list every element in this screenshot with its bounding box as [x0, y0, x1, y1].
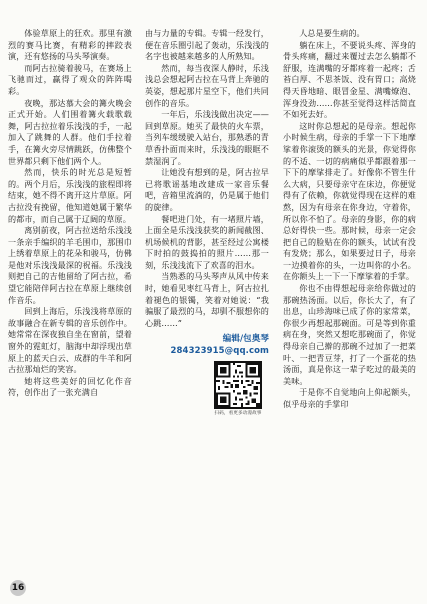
paragraph: 一年后，乐浅浅做出决定——回到草原。她买了最快的火车票，当列车缓缓驶入站台，那熟悉的青草香扑面而来时，乐浅浅的眼眶不禁湿润了。 [145, 109, 269, 166]
qr-code-block [207, 361, 269, 417]
paragraph: 夜晚，那达慕大会的篝火晚会正式开始。人们围着篝火载歌载舞，阿古拉拉着乐浅浅的手，一起加入了跳舞的人群。他们手拉着手，在篝火旁尽情跳跃，仿佛整个世界都只剩下他们两个人。 [8, 97, 132, 166]
paragraph: 你也不由得想起母亲给你做过的那碗热汤面。以后，你长大了，有了出息，山珍海味已成了你的家常菜，你很少再想起那碗面。可是等到你重病在身，突然又想吃那碗面了，你觉得母亲自己擀的那碗不过加了一把菜叶、一把青豆芽，打了一个蛋花的热汤面，真是你这一辈子吃过的最美的美味。 [283, 283, 416, 386]
qr-code-icon[interactable] [214, 361, 262, 409]
paragraph: 然而，每当夜深人静时，乐浅浅总会想起阿古拉在马背上奔驰的英姿，想起那片星空下，他们共同创作的音乐。 [145, 62, 269, 108]
paragraph: 这时你总想起的是母亲。想起你小时候生病，母亲的手掌一下下地摩挲着你滚烫的额头的光景，你觉得你的不适、一切的病痛似乎都跟着那一下下的摩挲排走了。好像你不管生什么大病，只要母亲守在床边，你便觉得有了依赖，你就觉得现在这样的难熬，因为有母亲在你身边，守着你，所以你不怕了。母亲的身影，你的病总好得快一些。那时候，母亲一定会把自己的脸贴在你的额头，试试有没有发烧；那么，如果要过日子，母亲一边摸着你的头，一边叫你的小名。在你额头上一下一下摩挲着的手掌。 [283, 120, 416, 282]
paragraph: 于是你不自觉地向上仰起额头，似乎母亲的手掌印 [283, 387, 416, 409]
text-column-middle [145, 28, 269, 417]
article-page [8, 28, 416, 576]
editor-credit: 编辑/包奥琴 [222, 334, 269, 345]
page-number: 16 [10, 580, 26, 596]
text-column-left [8, 28, 132, 399]
editor-email[interactable]: 284323915@qq.com [170, 346, 269, 357]
paragraph: 人总是要生病的。 [299, 28, 365, 38]
paragraph: 她将这些美好的回忆化作音符，创作出了一张充满自 [8, 375, 132, 398]
paragraph: 回到上海后，乐浅浅将草原的故事融合在新专辑的音乐创作中。她常常在深夜独自坐在窗前，望着窗外的霓虹灯，脑海中却浮现出草原上的蓝天白云、成群的牛羊和阿古拉那灿烂的笑容。 [8, 306, 132, 375]
paragraph: 当熟悉的马头琴声从风中传来时，她看见枣红马背上，阿古拉扎着褪色的银镯，笑着对她说：“我骗服了最烈的马，却驯不服想你的心跳……” [145, 271, 269, 328]
paragraph: 离别前夜，阿古拉送给乐浅浅一条亲手编织的羊毛围巾，那围巾上绣着草原上的花朵和骏马，仿佛是他对乐浅浅最深的祝福。乐浅浅则把自己的吉他留给了阿古拉，希望它能陪伴阿古拉在草原上继续创作音乐。 [8, 225, 132, 305]
paragraph: 躺在床上，不要说头疼、浑身的骨头疼痛，翻过来覆过去怎么躺都不舒服，连满嘴的牙都疼着一起疼；舌苔白厚、不思茶饭、没有胃口；高烧得天昏地暗、眼冒金星、满嘴燎泡、浑身没劲……你甚至觉得这样活简直不如死去好。 [283, 39, 416, 120]
paragraph: 而阿古拉骑着骏马，在赛场上飞驰而过，赢得了观众的阵阵喝彩。 [8, 62, 132, 96]
text-column-right [283, 28, 416, 411]
paragraph: 让她没有想到的是，阿古拉早已将歌谣基地改建成一家音乐餐吧，音箱里流淌的，仍是属于他们的旋律。 [145, 167, 269, 212]
qr-caption: 扫码，看更多动漫故事 [214, 411, 262, 417]
paragraph: 餐吧进门处，有一堵照片墙，上面全是乐浅浅获奖的新闻截图、机场候机的背影，甚至经过公寓楼下时拍的鼓捣拍的照片……那一刻，乐浅浅流下了欢喜的泪水。 [145, 213, 269, 270]
paragraph: 体验草原上的狂欢。那里有激烈的赛马比赛，有精彩的摔跤表演，还有悠扬的马头琴演奏。 [8, 28, 132, 62]
paragraph: 然而，快乐的时光总是短暂的。两个月后，乐浅浅的旅程即将结束，她不得不离开这片草原。阿古拉没有挽留，他知道她属于繁华的都市，而自己属于辽阔的草原。 [8, 167, 132, 224]
paragraph: 由与力量的专辑。专辑一经发行，便在音乐圈引起了轰动，乐浅浅的名字也被越来越多的人所熟知。 [145, 28, 269, 62]
